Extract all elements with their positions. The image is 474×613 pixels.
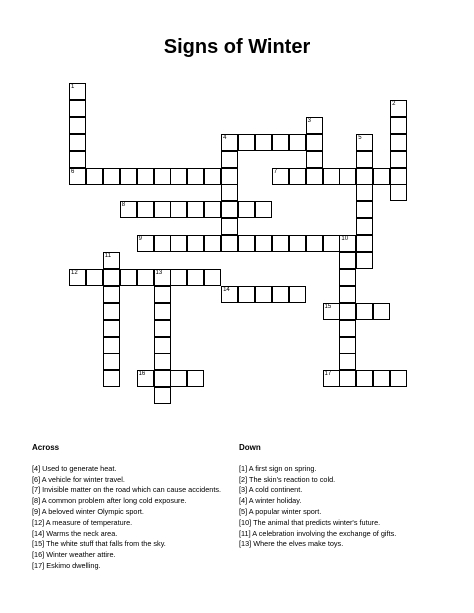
grid-cell[interactable] bbox=[204, 168, 221, 185]
grid-cell[interactable] bbox=[339, 353, 356, 370]
cell-number: 8 bbox=[121, 202, 126, 209]
clue-text: Eskimo dwelling. bbox=[44, 560, 101, 570]
grid-cell[interactable] bbox=[154, 353, 171, 370]
grid-cell[interactable] bbox=[356, 201, 373, 218]
grid-cell[interactable] bbox=[272, 168, 289, 185]
grid-cell[interactable] bbox=[390, 151, 407, 168]
grid-cell[interactable] bbox=[69, 168, 86, 185]
clue-number: [6] bbox=[32, 474, 41, 484]
grid-cell[interactable] bbox=[339, 303, 356, 320]
grid-cell[interactable] bbox=[137, 168, 154, 185]
grid-cell[interactable] bbox=[170, 370, 187, 387]
grid-cell[interactable] bbox=[306, 168, 323, 185]
across-clue bbox=[32, 550, 227, 561]
grid-cell[interactable] bbox=[238, 235, 255, 252]
grid-cell[interactable] bbox=[373, 370, 390, 387]
grid-cell[interactable] bbox=[103, 303, 120, 320]
clue-number: [4] bbox=[239, 496, 248, 506]
grid-cell[interactable] bbox=[255, 235, 272, 252]
grid-cell[interactable] bbox=[339, 370, 356, 387]
down-clue bbox=[239, 529, 444, 540]
down-clue bbox=[239, 464, 444, 475]
clue-text: Winter weather attire. bbox=[44, 550, 116, 560]
grid-cell[interactable] bbox=[238, 134, 255, 151]
grid-cell[interactable] bbox=[323, 235, 340, 252]
grid-cell[interactable] bbox=[170, 201, 187, 218]
clue-number: [1] bbox=[239, 463, 248, 473]
across-clue bbox=[32, 561, 227, 572]
down-clue bbox=[239, 507, 444, 518]
cell-number: 1 bbox=[71, 84, 75, 90]
across-clue bbox=[32, 529, 227, 540]
cell-number: 7 bbox=[273, 168, 278, 175]
cell-number: 12 bbox=[71, 269, 78, 276]
grid-cell[interactable] bbox=[170, 269, 187, 286]
clue-number: [3] bbox=[239, 485, 248, 495]
grid-cell[interactable] bbox=[289, 168, 306, 185]
across-clue bbox=[32, 464, 227, 475]
cell-number: 5 bbox=[358, 134, 362, 141]
clue-number: [5] bbox=[239, 506, 248, 516]
clue-text: A celebration involving the exchange of gifts. bbox=[250, 528, 397, 538]
clue-text: A cold continent. bbox=[247, 485, 303, 495]
across-clue bbox=[32, 507, 227, 518]
grid-cell[interactable] bbox=[170, 235, 187, 252]
grid-cell[interactable] bbox=[339, 337, 356, 354]
across-heading: Across bbox=[32, 443, 60, 452]
grid-cell[interactable] bbox=[238, 201, 255, 218]
grid-cell[interactable] bbox=[356, 168, 373, 185]
grid-cell[interactable] bbox=[103, 286, 120, 303]
grid-cell[interactable] bbox=[306, 151, 323, 168]
grid-cell[interactable] bbox=[221, 151, 238, 168]
grid-cell[interactable] bbox=[154, 370, 171, 387]
grid-cell[interactable] bbox=[356, 184, 373, 201]
clue-text: Where the elves make toys. bbox=[251, 539, 344, 549]
grid-cell[interactable] bbox=[221, 235, 238, 252]
grid-cell[interactable] bbox=[289, 134, 306, 151]
cell-number: 11 bbox=[104, 253, 112, 259]
grid-cell[interactable] bbox=[69, 134, 86, 151]
clue-number: [16] bbox=[32, 550, 45, 560]
grid-cell[interactable] bbox=[390, 134, 407, 151]
clue-number: [9] bbox=[32, 506, 41, 516]
grid-cell[interactable] bbox=[306, 235, 323, 252]
cell-number: 10 bbox=[341, 236, 349, 243]
grid-cell[interactable] bbox=[69, 100, 86, 117]
clue-text: Warms the neck area. bbox=[44, 528, 118, 538]
grid-cell[interactable] bbox=[306, 134, 323, 151]
down-clues bbox=[239, 443, 444, 550]
grid-cell[interactable] bbox=[204, 201, 221, 218]
across-clue bbox=[32, 496, 227, 507]
puzzle-title: Signs of Winter bbox=[163, 36, 311, 58]
grid-cell[interactable] bbox=[120, 201, 137, 218]
grid-cell[interactable] bbox=[356, 151, 373, 168]
clue-text: A vehicle for winter travel. bbox=[40, 474, 125, 484]
grid-cell[interactable] bbox=[323, 303, 340, 320]
grid-cell[interactable] bbox=[69, 151, 86, 168]
clue-text: A beloved winter Olympic sport. bbox=[40, 506, 144, 516]
grid-cell[interactable] bbox=[289, 286, 306, 303]
grid-cell[interactable] bbox=[154, 303, 171, 320]
down-clue bbox=[239, 539, 444, 550]
grid-cell[interactable] bbox=[103, 168, 120, 185]
grid-cell[interactable] bbox=[154, 320, 171, 337]
grid-cell[interactable] bbox=[187, 370, 204, 387]
grid-cell[interactable] bbox=[339, 286, 356, 303]
grid-cell[interactable] bbox=[137, 269, 154, 286]
clue-number: [7] bbox=[32, 485, 41, 495]
cell-number: 2 bbox=[392, 100, 396, 107]
grid-cell[interactable] bbox=[390, 117, 407, 134]
down-clue bbox=[239, 518, 444, 529]
down-clue bbox=[239, 475, 444, 486]
cell-number: 9 bbox=[138, 236, 142, 243]
grid-cell[interactable] bbox=[221, 218, 238, 235]
grid-cell[interactable] bbox=[86, 168, 103, 185]
cell-number: 13 bbox=[155, 269, 163, 276]
clue-number: [2] bbox=[239, 474, 248, 484]
grid-cell[interactable] bbox=[120, 168, 137, 185]
grid-cell[interactable] bbox=[289, 235, 306, 252]
grid-cell[interactable] bbox=[204, 269, 221, 286]
clue-text: A winter holiday. bbox=[247, 496, 302, 506]
across-clues bbox=[32, 443, 227, 572]
grid-cell[interactable] bbox=[255, 286, 272, 303]
grid-cell[interactable] bbox=[221, 201, 238, 218]
grid-cell[interactable] bbox=[103, 320, 120, 337]
clue-text: The white stuff that falls from the sky. bbox=[44, 539, 166, 549]
cell-number: 16 bbox=[138, 371, 146, 378]
clue-number: [17] bbox=[32, 560, 45, 570]
grid-cell[interactable] bbox=[154, 201, 171, 218]
grid-cell[interactable] bbox=[69, 117, 86, 134]
clue-text: A first sign on spring. bbox=[247, 463, 317, 473]
cell-number: 6 bbox=[71, 168, 75, 175]
grid-cell[interactable] bbox=[255, 201, 272, 218]
grid-cell[interactable] bbox=[390, 184, 407, 201]
cell-number: 17 bbox=[324, 371, 332, 378]
grid-cell[interactable] bbox=[255, 134, 272, 151]
clue-text: Invisible matter on the road which can cause accidents. bbox=[40, 485, 222, 495]
grid-cell[interactable] bbox=[137, 370, 154, 387]
cell-number: 15 bbox=[324, 303, 332, 310]
across-clue bbox=[32, 539, 227, 550]
grid-cell[interactable] bbox=[154, 387, 171, 404]
grid-cell[interactable] bbox=[221, 184, 238, 201]
grid-cell[interactable] bbox=[390, 168, 407, 185]
grid-cell[interactable] bbox=[339, 269, 356, 286]
grid-cell[interactable] bbox=[120, 269, 137, 286]
grid-cell[interactable] bbox=[154, 235, 171, 252]
grid-cell[interactable] bbox=[103, 353, 120, 370]
grid-cell[interactable] bbox=[187, 201, 204, 218]
grid-cell[interactable] bbox=[373, 168, 390, 185]
grid-cell[interactable] bbox=[69, 83, 86, 100]
grid-cell[interactable] bbox=[272, 235, 289, 252]
grid-cell[interactable] bbox=[137, 235, 154, 252]
grid-cell[interactable] bbox=[170, 168, 187, 185]
grid-cell[interactable] bbox=[103, 337, 120, 354]
cell-number: 4 bbox=[223, 134, 227, 141]
grid-cell[interactable] bbox=[356, 134, 373, 151]
grid-cell[interactable] bbox=[272, 286, 289, 303]
cell-number: 14 bbox=[223, 286, 230, 293]
grid-cell[interactable] bbox=[356, 235, 373, 252]
grid-cell[interactable] bbox=[154, 269, 171, 286]
clue-text: A popular winter sport. bbox=[247, 506, 322, 516]
grid-cell[interactable] bbox=[221, 286, 238, 303]
grid-cell[interactable] bbox=[103, 269, 120, 286]
grid-cell[interactable] bbox=[103, 370, 120, 387]
grid-cell[interactable] bbox=[356, 370, 373, 387]
grid-cell[interactable] bbox=[356, 218, 373, 235]
across-clue bbox=[32, 518, 227, 529]
grid-cell[interactable] bbox=[154, 168, 171, 185]
cell-number: 3 bbox=[307, 117, 311, 124]
grid-cell[interactable] bbox=[137, 201, 154, 218]
grid-cell[interactable] bbox=[187, 269, 204, 286]
grid-cell[interactable] bbox=[323, 168, 340, 185]
across-clue bbox=[32, 475, 227, 486]
grid-cell[interactable] bbox=[221, 134, 238, 151]
grid-cell[interactable] bbox=[272, 134, 289, 151]
grid-cell[interactable] bbox=[187, 168, 204, 185]
clue-number: [13] bbox=[239, 539, 252, 549]
grid-cell[interactable] bbox=[306, 117, 323, 134]
grid-cell[interactable] bbox=[238, 286, 255, 303]
grid-cell[interactable] bbox=[356, 252, 373, 269]
grid-cell[interactable] bbox=[339, 235, 356, 252]
clue-number: [10] bbox=[239, 517, 252, 527]
grid-cell[interactable] bbox=[204, 235, 221, 252]
grid-cell[interactable] bbox=[154, 337, 171, 354]
clue-number: [4] bbox=[32, 463, 41, 473]
clue-text: A measure of temperature. bbox=[44, 517, 133, 527]
grid-cell[interactable] bbox=[86, 269, 103, 286]
grid-cell[interactable] bbox=[323, 370, 340, 387]
clue-text: Used to generate heat. bbox=[40, 463, 117, 473]
clue-text: The skin's reaction to cold. bbox=[247, 474, 336, 484]
clue-text: The animal that predicts winter's future. bbox=[251, 517, 381, 527]
grid-cell[interactable] bbox=[154, 286, 171, 303]
down-heading: Down bbox=[239, 443, 261, 452]
grid-cell[interactable] bbox=[390, 100, 407, 117]
grid-cell[interactable] bbox=[373, 303, 390, 320]
clue-number: [8] bbox=[32, 496, 41, 506]
grid-cell[interactable] bbox=[390, 370, 407, 387]
grid-cell[interactable] bbox=[339, 252, 356, 269]
grid-cell[interactable] bbox=[221, 168, 238, 185]
grid-cell[interactable] bbox=[187, 235, 204, 252]
grid-cell[interactable] bbox=[356, 303, 373, 320]
grid-cell[interactable] bbox=[69, 269, 86, 286]
down-clue bbox=[239, 496, 444, 507]
clue-number: [12] bbox=[32, 517, 45, 527]
clue-text: A common problem after long cold exposure. bbox=[40, 496, 187, 506]
clue-number: [14] bbox=[32, 528, 45, 538]
clue-number: [15] bbox=[32, 539, 45, 549]
grid-cell[interactable] bbox=[339, 320, 356, 337]
grid-cell[interactable] bbox=[339, 168, 356, 185]
grid-cell[interactable] bbox=[103, 252, 120, 269]
clue-number: [11] bbox=[239, 528, 251, 538]
across-clue bbox=[32, 485, 227, 496]
down-clue bbox=[239, 485, 444, 496]
